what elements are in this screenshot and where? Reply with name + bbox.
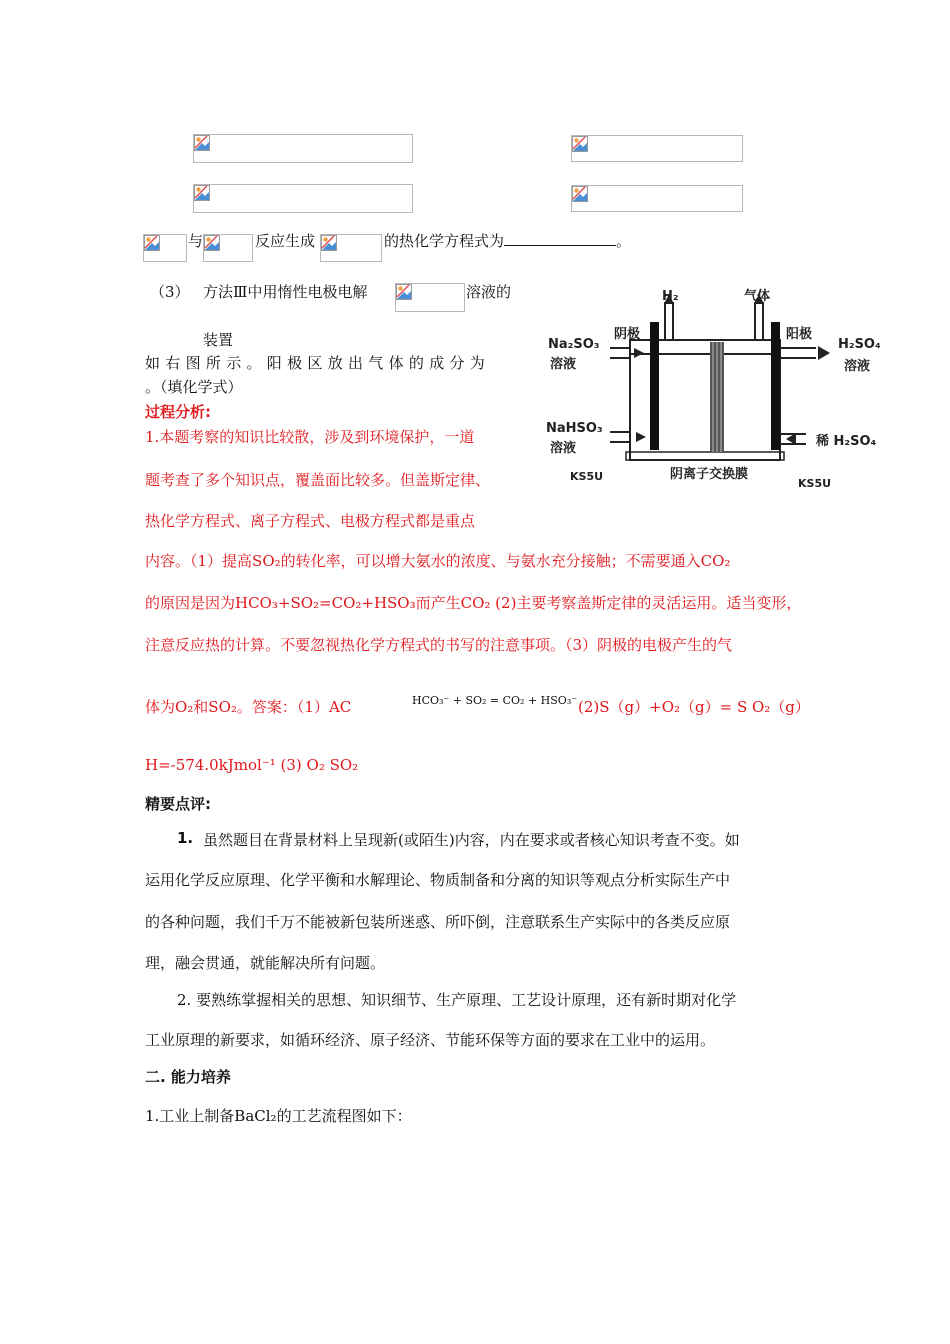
label-solution1: 溶液 <box>550 357 577 372</box>
q3-text4: 如右图所示。阳极区放出气体的成分为 <box>145 354 491 372</box>
image-placeholder <box>571 185 743 212</box>
anode-electrode <box>771 322 780 450</box>
label-solution3: 溶液 <box>550 441 577 456</box>
analysis-line: 题考查了多个知识点，覆盖面比较多。但盖斯定律、 <box>145 471 491 489</box>
q3-text5: 。（填化学式） <box>145 378 243 396</box>
label-anode: 阳极 <box>786 327 813 342</box>
image-placeholder <box>143 234 187 262</box>
review-line: 虽然题目在背景材料上呈现新(或陌生)内容，内在要求或者核心知识考查不变。如 <box>203 831 740 849</box>
label-nahso3: NaHSO₃ <box>546 421 603 436</box>
image-placeholder <box>203 234 253 262</box>
review-p1-number: 1. <box>177 829 194 847</box>
analysis-line: 内容。（1）提高SO₂的转化率，可以增大氨水的浓度、与氨水充分接触；不需要通入CO₂ <box>145 552 731 570</box>
text-react-gen: 反应生成 <box>255 232 316 250</box>
label-gas: 气体 <box>744 289 771 304</box>
text-and: 与 <box>188 232 204 250</box>
label-dilute-h2so4: 稀 H₂SO₄ <box>816 434 877 449</box>
image-placeholder <box>320 234 382 262</box>
analysis-line: 热化学方程式、离子方程式、电极方程式都是重点 <box>145 512 476 530</box>
q3-number: （3） <box>150 283 190 301</box>
electrolysis-diagram <box>540 282 920 492</box>
image-placeholder <box>193 134 413 163</box>
label-h2: H₂ <box>662 289 679 304</box>
review-heading: 精要点评: <box>145 795 211 813</box>
text-heat-eq: 的热化学方程式为 。 <box>384 232 632 250</box>
image-placeholder <box>395 283 465 312</box>
broken-image-icon <box>204 235 220 251</box>
broken-image-icon <box>572 186 588 202</box>
review-line: 运用化学反应原理、化学平衡和水解理论、物质制备和分离的知识等观点分析实际生产中 <box>145 871 731 889</box>
q3-text2: 溶液的 <box>466 283 512 301</box>
analysis-line: H=-574.0kJmol⁻¹ (3) O₂ SO₂ <box>145 756 359 774</box>
analysis-line: 注意反应热的计算。不要忽视热化学方程式的书写的注意事项。（3）阴极的电极产生的气 <box>145 636 733 654</box>
broken-image-icon <box>144 235 160 251</box>
label-ks5u-left: KS5U <box>570 470 604 483</box>
review-line: 理，融会贯通，就能解决所有问题。 <box>145 954 386 972</box>
q3-text3: 装置 <box>203 331 234 349</box>
analysis-line: 体为O₂和SO₂。答案：（1）AC <box>145 698 352 716</box>
label-membrane: 阴离子交换膜 <box>670 467 749 482</box>
equation-image-text: HCO₃⁻ + SO₂ = CO₂ + HSO₃⁻ <box>412 694 578 707</box>
broken-image-icon <box>396 284 412 300</box>
q3-text1: 方法Ⅲ中用惰性电极电解 <box>203 283 368 301</box>
answer-blank[interactable] <box>504 231 616 246</box>
label-h2so4: H₂SO₄ <box>838 337 881 352</box>
label-na2so3: Na₂SO₃ <box>548 337 600 352</box>
broken-image-icon <box>321 235 337 251</box>
label-solution2: 溶液 <box>844 359 871 374</box>
review-line: 2. 要熟练掌握相关的思想、知识细节、生产原理、工艺设计原理，还有新时期对化学 <box>177 991 737 1009</box>
broken-image-icon <box>194 135 210 151</box>
analysis-line: 1.本题考察的知识比较散，涉及到环境保护，一道 <box>145 428 475 446</box>
label-cathode: 阴极 <box>614 327 641 342</box>
image-placeholder <box>571 135 743 162</box>
section2-question1: 1.工业上制备BaCl₂的工艺流程图如下： <box>145 1107 412 1125</box>
image-placeholder <box>193 184 413 213</box>
section2-heading: 二. 能力培养 <box>145 1068 231 1086</box>
review-line: 工业原理的新要求，如循环经济、原子经济、节能环保等方面的要求在工业中的运用。 <box>145 1031 716 1049</box>
label-ks5u-right: KS5U <box>798 477 832 490</box>
analysis-line: (2)S（g）+O₂（g）= S O₂（g） <box>578 698 810 716</box>
broken-image-icon <box>194 185 210 201</box>
analysis-heading: 过程分析: <box>145 403 211 421</box>
cathode-electrode <box>650 322 659 450</box>
analysis-line: 的原因是因为HCO₃+SO₂=CO₂+HSO₃而产生CO₂ (2)主要考察盖斯定律的灵活运用。适当变形， <box>145 594 802 612</box>
review-line: 的各种问题，我们千万不能被新包装所迷惑、所吓倒，注意联系生产实际中的各类反应原 <box>145 913 731 931</box>
broken-image-icon <box>572 136 588 152</box>
